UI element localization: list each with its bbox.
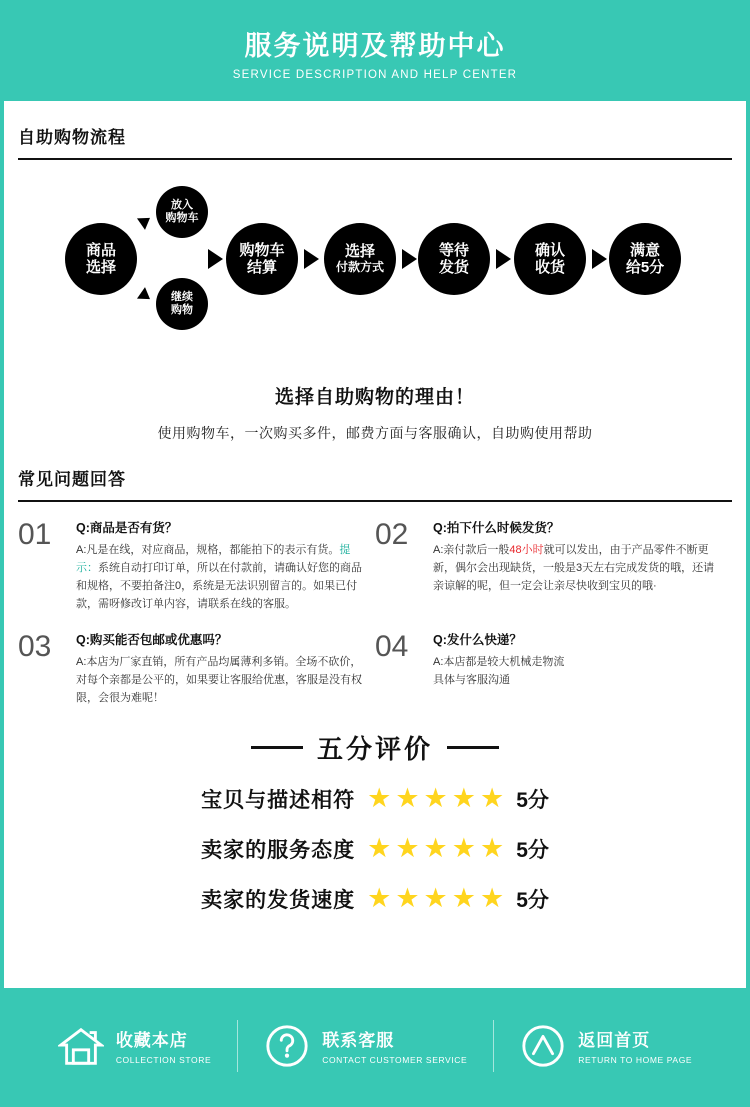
faq-number: 04 xyxy=(375,629,409,663)
star-rating[interactable] xyxy=(367,785,504,812)
faq-section-title: 常见问题回答 xyxy=(18,465,732,502)
flow-node-label: 选择 xyxy=(344,243,375,261)
footer-contact-service[interactable] xyxy=(238,1023,493,1069)
star-icon[interactable]: ★ xyxy=(423,833,448,864)
flow-node-add-to-cart xyxy=(156,186,208,238)
star-icon[interactable]: ★ xyxy=(395,783,420,814)
rating-title: 五分评价 xyxy=(316,733,433,764)
faq-answer-text: 提示： xyxy=(76,544,351,575)
flow-node-label: 确认 xyxy=(534,241,565,259)
flow-node-label: 给5分 xyxy=(625,259,665,276)
faq-number: 02 xyxy=(375,518,409,551)
faq-answer-text: A:凡是在线，对应商品，规格，都能拍下的表示有货。 xyxy=(76,544,340,556)
page-title: 服务说明及帮助中心 xyxy=(244,31,506,61)
faq-item xyxy=(375,518,732,614)
rating-label: 卖家的服务态度 xyxy=(201,838,356,862)
faq-number: 03 xyxy=(18,629,52,663)
arrow-icon xyxy=(496,249,511,269)
arrow-icon xyxy=(402,249,417,269)
faq-question: Q:拍下什么时候发货？ xyxy=(433,521,560,535)
home-store-icon xyxy=(58,1023,104,1069)
star-icon[interactable]: ★ xyxy=(479,833,505,864)
faq-question: Q:购买能否包邮或优惠吗？ xyxy=(76,632,228,647)
faq-body xyxy=(433,630,722,707)
page-subtitle: SERVICE DESCRIPTION AND HELP CENTER xyxy=(232,69,518,81)
footer-label-cn: 返回首页 xyxy=(578,1031,651,1050)
faq-item xyxy=(18,518,375,614)
arrow-icon xyxy=(137,212,154,230)
up-arrow-icon xyxy=(520,1023,566,1069)
flow-node-label: 选择 xyxy=(85,259,116,276)
faq-answer xyxy=(433,541,722,595)
rating-score: 5分 xyxy=(516,838,549,862)
faq-list xyxy=(4,502,746,723)
footer-label-cn: 联系客服 xyxy=(322,1031,395,1050)
rating-header xyxy=(4,729,746,766)
star-icon[interactable]: ★ xyxy=(451,833,476,864)
flow-node-payment-method xyxy=(324,223,396,295)
flow-node-label: 商品 xyxy=(85,241,116,259)
flow-node-label: 发货 xyxy=(438,259,469,276)
faq-answer xyxy=(433,653,722,689)
faq-answer-text: A:亲付款后一般 xyxy=(433,544,510,556)
flow-node-label: 放入 xyxy=(171,199,193,212)
rating-row xyxy=(4,834,746,864)
rating-block xyxy=(4,729,746,914)
footer-label-en: RETURN TO HOME PAGE xyxy=(578,1055,693,1065)
reason-block xyxy=(4,382,746,443)
flow-node-label: 结算 xyxy=(246,259,277,276)
footer-collection-store[interactable] xyxy=(32,1023,237,1069)
flow-node-label: 满意 xyxy=(629,241,660,259)
star-icon[interactable]: ★ xyxy=(367,783,392,814)
faq-answer-text: 就可以发出，由于产品零件不断更新，偶尔会出现缺货，一般是3天左右完成发货的哦，还请亲谅解的呢，但一定会让亲尽快收到宝贝的哦· xyxy=(433,544,715,593)
star-icon[interactable]: ★ xyxy=(423,883,448,914)
flow-node-label: 购物车 xyxy=(165,212,199,224)
star-rating[interactable] xyxy=(367,835,504,862)
rating-score: 5分 xyxy=(516,888,549,912)
flow-node-label: 购物车 xyxy=(239,241,285,259)
divider-left xyxy=(251,746,303,749)
flow-node-await-shipment xyxy=(418,223,490,295)
flow-node-continue-shopping xyxy=(156,278,208,330)
arrow-icon xyxy=(592,249,607,269)
footer-label-cn: 收藏本店 xyxy=(115,1031,188,1050)
shopping-flow-diagram xyxy=(4,186,746,376)
star-icon[interactable]: ★ xyxy=(451,783,476,814)
faq-body xyxy=(76,518,365,614)
star-icon[interactable]: ★ xyxy=(423,783,448,814)
star-icon[interactable]: ★ xyxy=(395,833,420,864)
question-mark-icon xyxy=(264,1023,310,1069)
divider-right xyxy=(447,746,499,749)
reason-text: 使用购物车，一次购买多件，邮费方面与客服确认，自助购使用帮助 xyxy=(157,425,593,441)
page-footer xyxy=(4,988,746,1103)
rating-row xyxy=(4,784,746,814)
footer-label-en: CONTACT CUSTOMER SERVICE xyxy=(322,1055,468,1065)
faq-answer-text: A:本店都是较大机械走物流 xyxy=(433,655,565,668)
star-rating[interactable] xyxy=(367,885,504,912)
arrow-icon xyxy=(304,249,319,269)
page-header xyxy=(4,4,746,101)
faq-number: 01 xyxy=(18,518,52,551)
flow-node-product-select xyxy=(65,223,137,295)
faq-question: Q:商品是否有货？ xyxy=(76,521,178,535)
faq-answer-text: 48小时 xyxy=(509,544,544,556)
faq-item xyxy=(18,630,375,707)
faq-answer xyxy=(76,541,365,614)
star-icon[interactable]: ★ xyxy=(451,883,476,914)
reason-title: 选择自助购物的理由！ xyxy=(274,387,475,408)
star-icon[interactable]: ★ xyxy=(367,883,392,914)
star-icon[interactable]: ★ xyxy=(367,833,392,864)
rating-score: 5分 xyxy=(516,788,549,812)
flow-section-title: 自助购物流程 xyxy=(18,123,732,160)
arrow-icon xyxy=(208,249,223,269)
flow-node-confirm-receipt xyxy=(514,223,586,295)
flow-node-label: 付款方式 xyxy=(335,259,384,274)
star-icon[interactable]: ★ xyxy=(479,783,505,814)
flow-node-five-star-rating xyxy=(609,223,681,295)
star-icon[interactable]: ★ xyxy=(479,883,505,914)
flow-node-cart-checkout xyxy=(226,223,298,295)
faq-body xyxy=(76,630,365,707)
flow-node-label: 购物 xyxy=(171,304,193,316)
faq-answer-text: 系统自动打印订单，所以在付款前，请确认好您的商品和规格，不要拍备注0，系统是无法识别留言的。如果已付款，需呀修改订单内容，请联系在线的客服。 xyxy=(76,562,362,611)
faq-question: Q:发什么快递？ xyxy=(433,632,522,647)
flow-node-label: 收货 xyxy=(534,259,565,276)
rating-label: 宝贝与描述相符 xyxy=(201,788,356,812)
faq-answer xyxy=(76,653,365,707)
arrow-icon xyxy=(137,287,154,305)
rating-label: 卖家的发货速度 xyxy=(201,888,356,912)
faq-body xyxy=(433,518,722,614)
rating-row xyxy=(4,884,746,914)
faq-section-header xyxy=(4,465,746,502)
faq-answer-text: A:本店为厂家直销，所有产品均属薄利多销。全场不砍价，对每个亲都是公平的，如果要让客服给优惠，客服是没有权限，会很为难呢！ xyxy=(76,655,362,704)
faq-item xyxy=(375,630,732,707)
flow-section-header xyxy=(4,123,746,160)
faq-answer-text: 具体与客服沟通 xyxy=(433,673,510,686)
flow-node-label: 等待 xyxy=(438,241,469,259)
footer-return-home[interactable] xyxy=(494,1023,718,1069)
flow-node-label: 继续 xyxy=(171,291,193,304)
star-icon[interactable]: ★ xyxy=(395,883,420,914)
rating-rows xyxy=(4,784,746,914)
footer-label-en: COLLECTION STORE xyxy=(115,1055,212,1065)
